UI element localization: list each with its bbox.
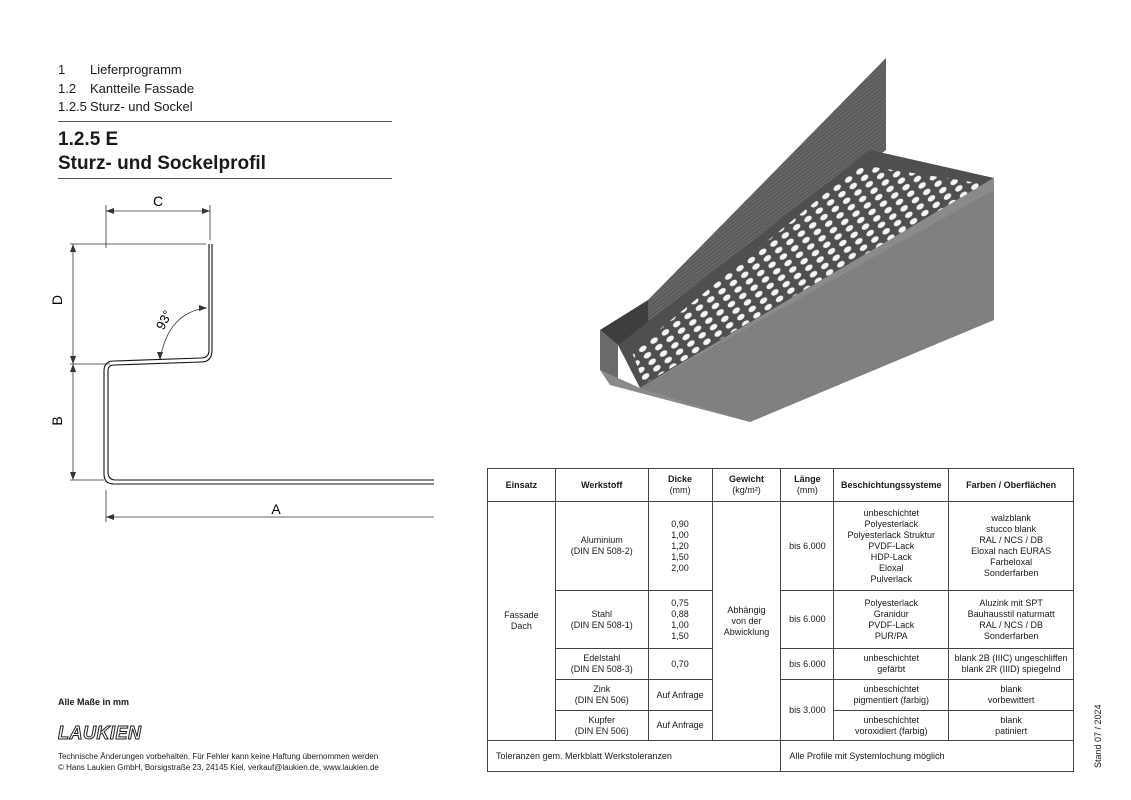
finish-item: Eloxal nach EURAS: [971, 546, 1052, 556]
header-unit: (mm): [669, 485, 691, 495]
thickness-value: 1,50: [671, 630, 689, 641]
breadcrumb-number: 1.2.5: [58, 99, 87, 114]
profile-drawing: [0, 190, 450, 530]
thickness-value: 1,00: [671, 529, 689, 540]
weight-line: Abhängig: [727, 604, 766, 615]
table-header-row: [488, 469, 1074, 502]
table-row-aluminium: [488, 502, 1074, 591]
finish-item: RAL / NCS / DB: [979, 619, 1043, 630]
finish-item: RAL / NCS / DB: [979, 535, 1043, 545]
dim-c-label: C: [152, 193, 164, 209]
col-header-farben: [949, 469, 1074, 502]
thickness-value: Auf Anfrage: [656, 720, 704, 730]
header-label: Farben / Oberflächen: [966, 479, 1057, 490]
units-note: Alle Maße in mm: [58, 697, 130, 707]
cell-laenge: [781, 502, 834, 591]
coating-item: Granidur: [873, 608, 909, 619]
material-norm: (DIN EN 506): [574, 695, 629, 705]
cell-beschichtung: [834, 502, 949, 591]
length-value: bis 6.000: [789, 540, 826, 551]
cell-beschichtung: [834, 591, 949, 649]
cell-dicke: [648, 591, 712, 649]
stand-date: Stand 07 / 2024: [1093, 704, 1103, 768]
laukien-logo: [58, 722, 158, 742]
material-norm: (DIN EN 508-3): [570, 664, 633, 674]
cell-laenge: [781, 591, 834, 649]
cell-dicke: [648, 680, 712, 711]
cell-werkstoff: [555, 680, 648, 711]
material-norm: (DIN EN 508-1): [570, 619, 633, 630]
material-name: Aluminium: [580, 535, 623, 545]
einsatz-line: Dach: [510, 621, 532, 631]
legal-line: © Hans Laukien GmbH, Borsigstraße 23, 24145 Kiel, verkauf@laukien.de, www.laukien.de: [58, 763, 379, 772]
thickness-value: 0,88: [671, 608, 689, 619]
coating-item: gefärbt: [877, 664, 906, 674]
finish-item: Sonderfarben: [983, 568, 1039, 578]
cell-farben: [949, 680, 1074, 711]
perforation-note: Alle Profile mit Systemlochung möglich: [789, 750, 945, 761]
cell-beschichtung: [834, 680, 949, 711]
cell-werkstoff: [555, 591, 648, 649]
cell-tolerance-note: [488, 741, 781, 772]
title-name: Sturz- und Sockelprofil: [58, 153, 266, 174]
cell-dicke: [648, 649, 712, 680]
coating-item: Eloxal: [879, 562, 904, 573]
cell-gewicht: [712, 502, 781, 741]
cell-perforation-note: [781, 741, 1074, 772]
finish-item: Bauhausstil naturmatt: [967, 608, 1055, 619]
finish-item: Aluzink mit SPT: [979, 597, 1043, 608]
col-header-werkstoff: [555, 469, 648, 502]
header-unit: (mm): [796, 485, 818, 495]
header-label: Werkstoff: [581, 479, 623, 490]
cell-beschichtung: [834, 711, 949, 741]
einsatz-line: Fassade: [504, 610, 539, 620]
breadcrumb-number: 1: [58, 62, 66, 77]
finish-item: blank 2R (IIID) spiegelnd: [961, 664, 1061, 674]
spec-table: [487, 468, 1074, 772]
thickness-value: 1,50: [671, 551, 689, 562]
material-name: Zink: [593, 684, 611, 694]
col-header-beschichtung: [834, 469, 949, 502]
cell-dicke: [648, 711, 712, 741]
cell-farben: [949, 711, 1074, 741]
material-name: Kupfer: [588, 714, 616, 725]
material-norm: (DIN EN 508-2): [570, 546, 633, 556]
breadcrumb-label: Sturz- und Sockel: [90, 99, 193, 114]
header-label: Einsatz: [505, 479, 538, 490]
coating-item: voroxidiert (farbig): [855, 725, 928, 736]
cell-werkstoff: [555, 649, 648, 680]
breadcrumb-label: Kantteile Fassade: [90, 81, 195, 96]
coating-item: unbeschichtet: [863, 507, 920, 518]
cell-werkstoff: [555, 711, 648, 741]
cell-laenge: [781, 680, 834, 741]
cell-beschichtung: [834, 649, 949, 680]
cell-laenge: [781, 649, 834, 680]
header-label: Länge: [794, 474, 821, 484]
finish-item: patiniert: [995, 725, 1028, 736]
tolerance-note: Toleranzen gem. Merkblatt Werkstoleranzen: [496, 750, 672, 761]
col-header-dicke: [648, 469, 712, 502]
material-name: Stahl: [591, 608, 612, 619]
breadcrumb-item: [58, 98, 193, 116]
coating-item: Polyesterlack: [864, 518, 919, 529]
table-row-edelstahl: [488, 649, 1074, 680]
table-row-zink: [488, 680, 1074, 711]
coating-item: unbeschichtet: [863, 684, 920, 694]
thickness-value: 0,90: [671, 518, 689, 529]
cell-farben: [949, 649, 1074, 680]
col-header-gewicht: [712, 469, 781, 502]
legal-footer: [58, 751, 379, 773]
table-footer-row: [488, 741, 1074, 772]
thickness-value: 1,20: [671, 540, 689, 551]
coating-item: unbeschichtet: [863, 653, 920, 663]
coating-item: HDP-Lack: [870, 551, 912, 562]
finish-item: vorbewittert: [987, 695, 1035, 705]
col-header-laenge: [781, 469, 834, 502]
breadcrumb-item: [58, 61, 182, 79]
coating-item: PUR/PA: [874, 630, 908, 641]
col-header-einsatz: [488, 469, 556, 502]
thickness-value: 0,75: [671, 597, 689, 608]
header-unit: (kg/m²): [732, 485, 761, 495]
coating-item: Pulverlack: [870, 573, 913, 584]
cell-farben: [949, 502, 1074, 591]
finish-item: stucco blank: [986, 524, 1037, 534]
coating-item: unbeschichtet: [863, 714, 920, 725]
angle-label: 93°: [152, 307, 176, 333]
thickness-value: 2,00: [671, 562, 689, 573]
finish-item: blank: [1000, 684, 1022, 694]
divider: [58, 178, 392, 179]
coating-item: Polyesterlack: [864, 597, 919, 608]
breadcrumb-item: [58, 80, 194, 98]
dim-b-label: B: [49, 416, 65, 426]
legal-line: Technische Änderungen vorbehalten. Für Fehler kann keine Haftung übernommen werden: [58, 752, 379, 761]
breadcrumb-number: 1.2: [58, 81, 77, 96]
finish-item: blank: [1000, 714, 1022, 725]
cell-einsatz: [488, 502, 556, 741]
coating-item: pigmentiert (farbig): [853, 695, 930, 705]
finish-item: Sonderfarben: [983, 630, 1039, 641]
material-name: Edelstahl: [583, 653, 621, 663]
material-norm: (DIN EN 506): [574, 725, 629, 736]
breadcrumb-label: Lieferprogramm: [90, 62, 182, 77]
coating-item: PVDF-Lack: [868, 619, 915, 630]
header-label: Gewicht: [728, 474, 764, 484]
page-title: [58, 128, 266, 176]
profile-3d-render: [590, 55, 1000, 430]
finish-item: walzblank: [991, 513, 1031, 523]
divider: [58, 121, 392, 122]
length-value: bis 3.000: [789, 704, 826, 715]
thickness-value: 0,70: [671, 658, 689, 669]
cell-dicke: [648, 502, 712, 591]
finish-item: Farbeloxal: [990, 557, 1033, 567]
title-code: 1.2.5 E: [58, 129, 119, 150]
finish-item: blank 2B (IIIC) ungeschliffen: [954, 653, 1068, 663]
weight-line: von der: [731, 615, 762, 626]
header-label: Beschichtungssysteme: [841, 479, 942, 490]
logo-text: LAUKIEN: [58, 723, 142, 742]
dim-d-label: D: [49, 294, 65, 306]
header-label: Dicke: [668, 474, 693, 484]
coating-item: Polyesterlack Struktur: [847, 529, 936, 540]
dim-a-label: A: [271, 501, 281, 517]
cell-werkstoff: [555, 502, 648, 591]
length-value: bis 6.000: [789, 614, 826, 624]
weight-line: Abwicklung: [723, 626, 770, 637]
coating-item: PVDF-Lack: [868, 540, 915, 551]
thickness-value: Auf Anfrage: [656, 689, 704, 700]
cell-farben: [949, 591, 1074, 649]
length-value: bis 6.000: [789, 658, 826, 669]
table-row-stahl: [488, 591, 1074, 649]
thickness-value: 1,00: [671, 619, 689, 630]
